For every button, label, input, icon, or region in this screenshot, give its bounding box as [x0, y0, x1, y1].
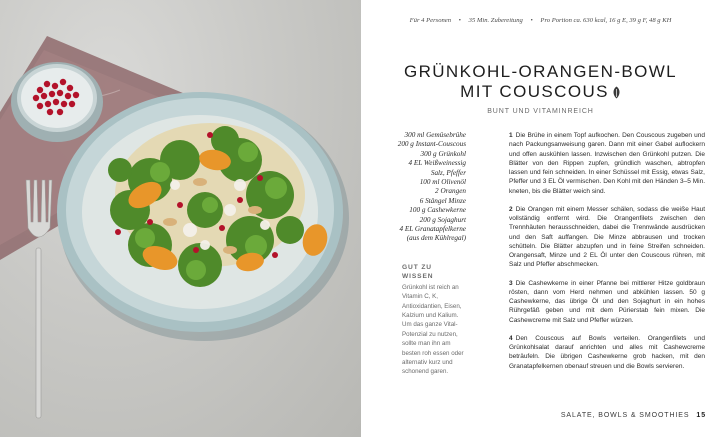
ingredient-item: 300 g Grünkohl [420, 149, 466, 158]
ingredient-item: 6 Stängel Minze [419, 196, 466, 205]
step-text: Den Couscous auf Bowls verteilen. Orangenfilets und Grünkohlsalat darauf anrichten und alles mit Cashewcreme beträufeln. Die übrigen Cashewkerne grob hacken, mit den Granatapfelkernen obenauf streuen und die Bowls servieren. [509, 334, 705, 370]
ingredient-item: (aus dem Kühlregal) [406, 234, 466, 243]
recipe-page [361, 0, 720, 437]
instruction-steps [509, 131, 705, 380]
prep-time: 35 Min. Zubereitung [468, 17, 523, 24]
title-line-2: MIT COUSCOUS [460, 82, 609, 101]
step-3 [509, 279, 705, 325]
leaf-icon [612, 86, 621, 99]
ingredient-item: 200 g Sojaghurt [419, 215, 466, 224]
ingredient-item: 4 EL Weißweinessig [408, 159, 466, 168]
recipe-title [361, 62, 720, 102]
step-4 [509, 334, 705, 371]
ingredient-item: 2 Orangen [435, 187, 466, 196]
page-footer [561, 412, 706, 419]
ingredient-item: 100 g Cashewkerne [409, 206, 466, 215]
step-number: 4 [509, 334, 513, 342]
step-number: 1 [509, 132, 513, 139]
ingredient-item: 4 EL Granatapfelkerne [399, 225, 466, 234]
step-text: Die Brühe in einem Topf aufkochen. Den Couscous zugeben und nach Packungsanweisung garen. Dann mit einer Gabel auflockern und offen auskühlen lassen. Inzwischen den Grünkohl putzen. Die Blätter von den Rippen zupfen, gründlich waschen, abtropfen lassen und fein schneiden. In einer Schüssel mit Essig, etwas Salz, Pfeffer und 3 EL Öl vermischen. Den Kohl mit den Händen 3–5 Min. kneten, bis die Blätter weich sind. [509, 132, 705, 195]
meta-separator: • [530, 17, 533, 24]
ingredient-item: 100 ml Olivenöl [419, 178, 466, 187]
meta-separator: • [458, 17, 461, 24]
nutrition: Pro Portion ca. 630 kcal, 16 g E, 39 g F, 48 g KH [540, 17, 672, 24]
tip-box [402, 263, 466, 377]
step-number: 3 [509, 279, 513, 287]
recipe-subtitle: BUNT UND VITAMINREICH [487, 108, 594, 115]
step-text: Die Orangen mit einem Messer schälen, sodass die weiße Haut vollständig entfernt wird. Die Orangenfilets zwischen den Trennhäuten herausschneiden, dabei die Trennwände ausdrücken und den Saft auffangen. Die Minze abbrausen und trocken schütteln. Die Blätter abzupfen und in feine Streifen schneiden. Orangensaft, Minze und 2 EL Öl unter den Couscous rühren, mit Salz und Pfeffer abschmecken. [509, 205, 705, 269]
title-line-1: GRÜNKOHL-ORANGEN-BOWL [403, 62, 678, 81]
tip-text: Grünkohl ist reich an Vitamin C, K, Antioxidantien, Eisen, Kalzium und Kalium. Um das ganze Vital-Potenzial zu nutzen, sollte man ihn am besten roh essen oder alternativ kurz und schonend garen. [402, 283, 464, 376]
ingredient-item: 200 g Instant-Couscous [397, 140, 466, 149]
step-2 [509, 205, 705, 270]
step-text: Die Cashewkerne in einer Pfanne bei mittlerer Hitze goldbraun rösten, dann vom Herd nehmen und abkühlen lassen. 50 g Cashewkerne, das übrige Öl und den Sojaghurt in ein hohes Rührgefäß geben und mit dem Pürierstab fein mixen. Die Cashewcreme mit Salz und Pfeffer würzen. [509, 279, 705, 324]
step-1 [509, 131, 705, 196]
servings: Für 4 Personen [409, 17, 452, 24]
tip-heading: GUT ZU WISSEN [402, 264, 434, 281]
step-number: 2 [509, 205, 513, 213]
ingredient-list [366, 131, 466, 244]
section-name: SALATE, BOWLS & SMOOTHIES [560, 412, 690, 419]
ingredient-item: 300 ml Gemüsebrühe [404, 131, 466, 139]
recipe-meta [361, 17, 720, 24]
ingredient-item: Salz, Pfeffer [430, 168, 466, 177]
page-number: 15 [696, 412, 706, 419]
